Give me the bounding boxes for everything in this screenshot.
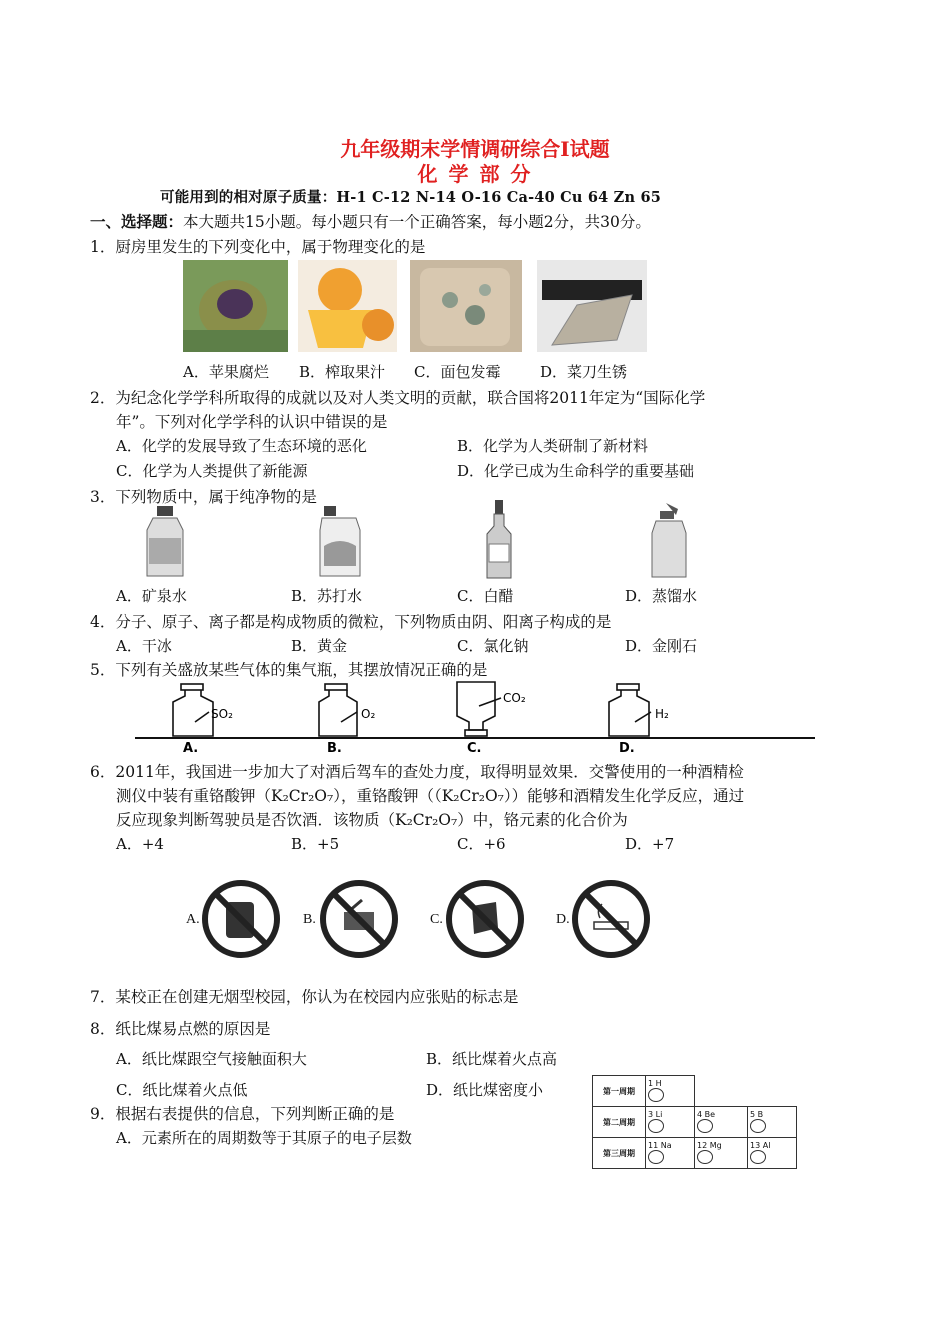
mg-atom-diagram-icon <box>697 1150 713 1164</box>
q5-stem: 5．下列有关盛放某些气体的集气瓶，其摆放情况正确的是 <box>90 661 488 679</box>
q4-option-c[interactable]: C．氯化钠 <box>457 637 529 655</box>
q1-option-d[interactable]: D．菜刀生锈 <box>540 363 628 381</box>
bottle-a <box>173 684 213 736</box>
q6-stem-line2: 测仪中装有重铬酸钾（K₂Cr₂O₇），重铬酸钾（（K₂Cr₂O₇））能够和酒精发生化学反应，通过 <box>116 787 745 805</box>
period-2-label: 第二周期 <box>593 1107 646 1138</box>
exam-subtitle: 化 学 部 分 <box>417 162 533 186</box>
element-na: 11 Na <box>646 1138 695 1169</box>
q6-option-b[interactable]: B．+5 <box>291 835 340 853</box>
no-fireworks-sign[interactable] <box>444 878 526 960</box>
q3-option-c[interactable]: C．白醋 <box>457 587 514 605</box>
q8-option-d[interactable]: D．纸比煤密度小 <box>426 1081 544 1099</box>
q2-option-a[interactable]: A．化学的发展导致了生态环境的恶化 <box>116 437 367 455</box>
bottle-label-c: C. <box>467 741 482 756</box>
period-3-label: 第三周期 <box>593 1138 646 1169</box>
q1-option-a[interactable]: A．苹果腐烂 <box>183 363 269 381</box>
gas-bottles-diagram <box>135 678 815 758</box>
rusty-knife-image <box>537 260 647 352</box>
moldy-bread-image <box>410 260 522 352</box>
q8-option-a[interactable]: A．纸比煤跟空气接触面积大 <box>116 1050 307 1068</box>
element-al: 13 Al <box>748 1138 797 1169</box>
bottle-c <box>457 682 501 736</box>
element-h: 1 H <box>646 1076 695 1107</box>
q2-stem-line2: 年”。下列对化学学科的认识中错误的是 <box>116 413 388 431</box>
period-1-label: 第一周期 <box>593 1076 646 1107</box>
no-smoking-sign[interactable] <box>570 878 652 960</box>
bottle-d <box>609 684 651 736</box>
q3-option-d[interactable]: D．蒸馏水 <box>625 587 698 605</box>
q3-option-a[interactable]: A．矿泉水 <box>116 587 187 605</box>
rotten-apple-image <box>183 260 288 352</box>
al-atom-diagram-icon <box>750 1150 766 1164</box>
element-li: 3 Li <box>646 1107 695 1138</box>
na-atom-diagram-icon <box>648 1150 664 1164</box>
bottle-b <box>319 684 357 736</box>
element-mg: 12 Mg <box>695 1138 748 1169</box>
q9-stem: 9．根据右表提供的信息，下列判断正确的是 <box>90 1105 395 1123</box>
exam-title: 九年级期末学情调研综合Ⅰ试题 <box>340 137 610 161</box>
sign-label-b: B. <box>303 912 316 927</box>
q6-stem-line1: 6．2011年，我国进一步加大了对酒后驾车的查处力度，取得明显效果．交警使用的一种酒精检 <box>90 763 744 781</box>
periodic-table-excerpt <box>592 1075 797 1169</box>
gas-label-c: CO₂ <box>503 691 526 705</box>
q4-option-a[interactable]: A．干冰 <box>116 637 172 655</box>
element-b: 5 B <box>748 1107 797 1138</box>
soda-water-bottle-image <box>316 506 364 578</box>
q6-option-d[interactable]: D．+7 <box>625 835 675 853</box>
no-oil-drum-sign[interactable] <box>200 878 282 960</box>
q8-option-b[interactable]: B．纸比煤着火点高 <box>426 1050 558 1068</box>
q3-stem: 3．下列物质中，属于纯净物的是 <box>90 488 317 506</box>
q1-stem: 1．厨房里发生的下列变化中，属于物理变化的是 <box>90 238 426 256</box>
be-atom-diagram-icon <box>697 1119 713 1133</box>
b-atom-diagram-icon <box>750 1119 766 1133</box>
no-matches-sign[interactable] <box>318 878 400 960</box>
q2-option-d[interactable]: D．化学已成为生命科学的重要基础 <box>457 462 695 480</box>
sign-label-a: A. <box>186 912 200 927</box>
q2-stem-line1: 2．为纪念化学学科所取得的成就以及对人类文明的贡献，联合国将2011年定为“国际化学 <box>90 389 706 407</box>
bottle-label-a: A. <box>183 741 199 756</box>
bottle-label-d: D. <box>619 741 635 756</box>
q4-option-d[interactable]: D．金刚石 <box>625 637 698 655</box>
juicer-image <box>298 260 397 352</box>
gas-label-d: H₂ <box>655 707 669 721</box>
section-heading <box>90 210 651 232</box>
element-be: 4 Be <box>695 1107 748 1138</box>
white-vinegar-bottle-image <box>484 500 514 580</box>
q2-option-c[interactable]: C．化学为人类提供了新能源 <box>116 462 308 480</box>
distilled-water-bottle-image <box>648 503 690 579</box>
mineral-water-bottle-image <box>143 506 188 578</box>
sign-label-d: D. <box>556 912 570 927</box>
q2-option-b[interactable]: B．化学为人类研制了新材料 <box>457 437 649 455</box>
section-desc: 本大题共15小题。每小题只有一个正确答案，每小题2分，共30分。 <box>183 213 651 231</box>
q4-stem: 4．分子、原子、离子都是构成物质的微粒，下列物质由阴、阳离子构成的是 <box>90 613 612 631</box>
q6-option-c[interactable]: C．+6 <box>457 835 506 853</box>
gas-label-b: O₂ <box>361 707 376 721</box>
q8-option-c[interactable]: C．纸比煤着火点低 <box>116 1081 248 1099</box>
sign-label-c: C. <box>430 912 443 927</box>
section-label: 一、选择题： <box>90 212 184 231</box>
q3-option-b[interactable]: B．苏打水 <box>291 587 363 605</box>
q6-option-a[interactable]: A．+4 <box>116 835 164 853</box>
q7-stem: 7．某校正在创建无烟型校园，你认为在校园内应张贴的标志是 <box>90 988 519 1006</box>
q1-option-c[interactable]: C．面包发霉 <box>414 363 501 381</box>
q6-stem-line3: 反应现象判断驾驶员是否饮酒．该物质（K₂Cr₂O₇）中，铬元素的化合价为 <box>116 811 628 829</box>
q8-stem: 8．纸比煤易点燃的原因是 <box>90 1020 271 1038</box>
atomic-mass-line: 可能用到的相对原子质量：H-1 C-12 N-14 O-16 Ca-40 Cu 64 Zn 65 <box>160 189 662 206</box>
q1-option-b[interactable]: B．榨取果汁 <box>299 363 386 381</box>
gas-label-a: SO₂ <box>211 707 233 721</box>
li-atom-diagram-icon <box>648 1119 664 1133</box>
q9-option-a[interactable]: A．元素所在的周期数等于其原子的电子层数 <box>116 1129 412 1147</box>
bottle-label-b: B. <box>327 741 342 756</box>
q4-option-b[interactable]: B．黄金 <box>291 637 348 655</box>
h-atom-diagram-icon <box>648 1088 664 1102</box>
